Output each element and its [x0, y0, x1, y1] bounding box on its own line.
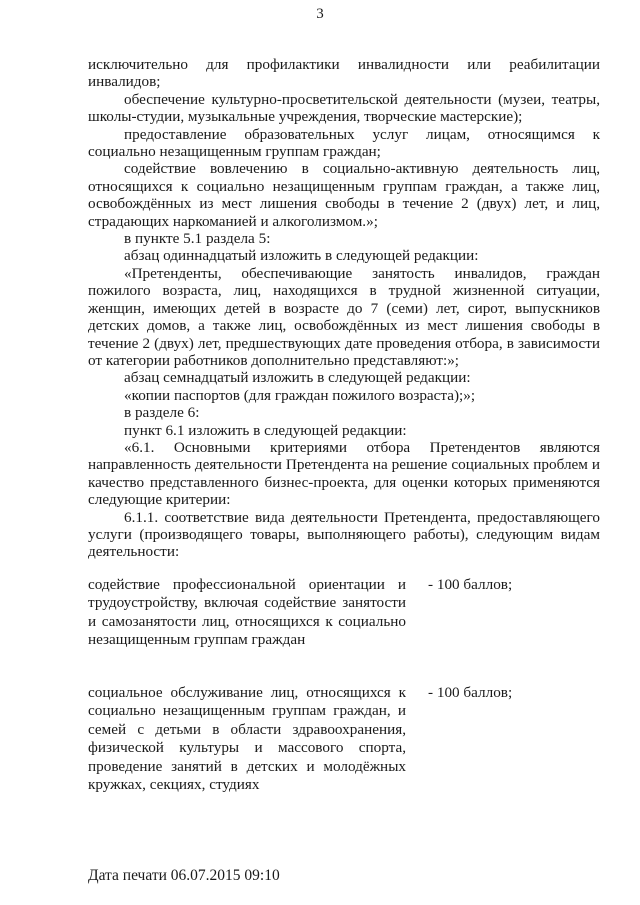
paragraph: обеспечение культурно-просветительской деятельности (музеи, театры, школы-студии, музыкальные учреждения, творческие мастерские); — [88, 90, 600, 126]
paragraph: в пункте 5.1 раздела 5: — [124, 230, 271, 248]
paragraph: абзац семнадцатый изложить в следующей редакции: — [124, 369, 471, 387]
paragraph: в разделе 6: — [124, 404, 200, 422]
paragraph: «копии паспортов (для граждан пожилого возраста);»; — [124, 386, 476, 404]
paragraph: «6.1. Основными критериями отбора Претендентов являются направленность деятельности Претендента на решение социальных проблем и качество представленного бизнес-проекта, для оценки которых применяются следующие критерии: — [88, 438, 600, 509]
paragraph: абзац одиннадцатый изложить в следующей редакции: — [124, 247, 479, 265]
paragraph: пункт 6.1 изложить в следующей редакции: — [124, 421, 407, 439]
page-number: 3 — [316, 6, 324, 22]
criterion-score: - 100 баллов; — [428, 684, 513, 701]
paragraph: предоставление образовательных услуг лицам, относящимся к социально незащищенным группам граждан; — [88, 125, 600, 161]
paragraph: «Претенденты, обеспечивающие занятость инвалидов, граждан пожилого возраста, лиц, находящихся в трудной жизненной ситуации, женщин, имеющих детей в возрасте до 7 (семи) лет, сирот, выпускников детских домов, а также лиц, освобождённых из мест лишения свободы в течение 2 (двух) лет, предшествующих дате проведения отбора, в зависимости от категории работников дополнительно представляют:»; — [88, 264, 600, 369]
print-date: Дата печати 06.07.2015 09:10 — [88, 867, 280, 884]
criterion-text: социальное обслуживание лиц, относящихся к социально незащищенным группам граждан, и семей с детьми в области здравоохранения, физической культуры и массового спорта, проведение занятий в детских и молодёжных кружках, секциях, студиях — [88, 684, 406, 794]
criterion-text: содействие профессиональной ориентации и трудоустройству, включая содействие занятости и самозанятости лиц, относящихся к социально незащищенным группам граждан — [88, 576, 406, 649]
paragraph: содействие вовлечению в социально-активную деятельность лиц, относящихся к социально незащищенным группам граждан, а также лиц, освобождённых из мест лишения свободы в течение 2 (двух) лет, и лиц, страдающих наркоманией и алкоголизмом.»; — [88, 160, 600, 230]
criterion-score: - 100 баллов; — [428, 576, 513, 593]
paragraph: 6.1.1. соответствие вида деятельности Претендента, предоставляющего услуги (производящего товары, выполняющего работы), следующим видам деятельности: — [88, 508, 600, 561]
paragraph: исключительно для профилактики инвалидности или реабилитации инвалидов; — [88, 56, 600, 91]
document-body — [88, 56, 600, 561]
